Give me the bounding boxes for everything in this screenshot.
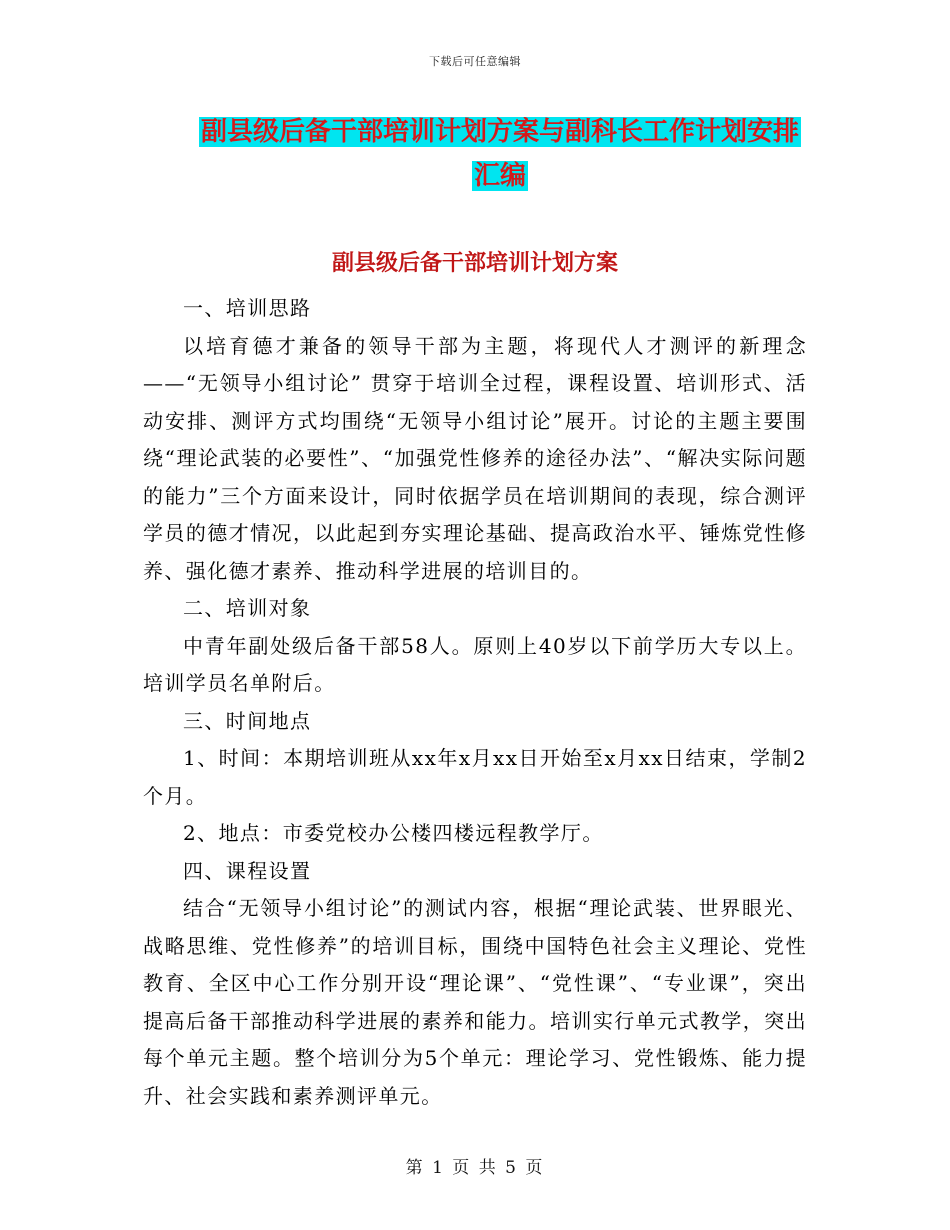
page-number-footer: 第 1 页 共 5 页 [405,1158,545,1178]
document-title [190,110,810,198]
paragraph-curriculum: 结合“无领导小组讨论”的测试内容，根据“理论武装、世界眼光、战略思维、党性修养”的培训目标，围绕中国特色社会主义理论、党性教育、全区中心工作分别开设“理论课”、“党性课”、“专业课”，突出提高后备干部推动科学进展的素养和能力。培训实行单元式教学，突出每个单元主题。整个培训分为5个单元：理论学习、党性锻炼、能力提升、社会实践和素养测评单元。 [143,896,807,1108]
header-note: 下载后可任意编辑 [429,55,521,68]
document-title-line-1: 副县级后备干部培训计划方案与副科长工作计划安排 [200,117,799,147]
document-title-line-2: 汇编 [473,161,526,191]
heading-training-targets: 二、培训对象 [183,596,312,620]
paragraph-location: 2、地点：市委党校办公楼四楼远程教学厅。 [183,821,604,845]
section-title: 副县级后备干部培训计划方案 [331,250,618,276]
paragraph-time: 1、时间：本期培训班从xx年x月xx日开始至x月xx日结束，学制2个月。 [143,746,807,808]
heading-training-approach: 一、培训思路 [183,296,312,320]
paragraph-training-approach: 以培育德才兼备的领导干部为主题，将现代人才测评的新理念——“无领导小组讨论” 贯穿于培训全过程，课程设置、培训形式、活动安排、测评方式均围绕“无领导小组讨论”展开。讨论的主题主要围绕“理论武装的必要性”、“加强党性修养的途径办法”、“解决实际问题的能力”三个方面来设计，同时依据学员在培训期间的表现，综合测评学员的德才情况，以此起到夯实理论基础、提高政治水平、锤炼党性修养、强化德才素养、推动科学进展的培训目的。 [143,333,807,583]
heading-curriculum: 四、课程设置 [183,858,312,883]
heading-time-location: 三、时间地点 [183,708,312,733]
document-body [143,290,807,1115]
paragraph-training-targets: 中青年副处级后备干部58人。原则上40岁以下前学历大专以上。培训学员名单附后。 [143,633,807,695]
